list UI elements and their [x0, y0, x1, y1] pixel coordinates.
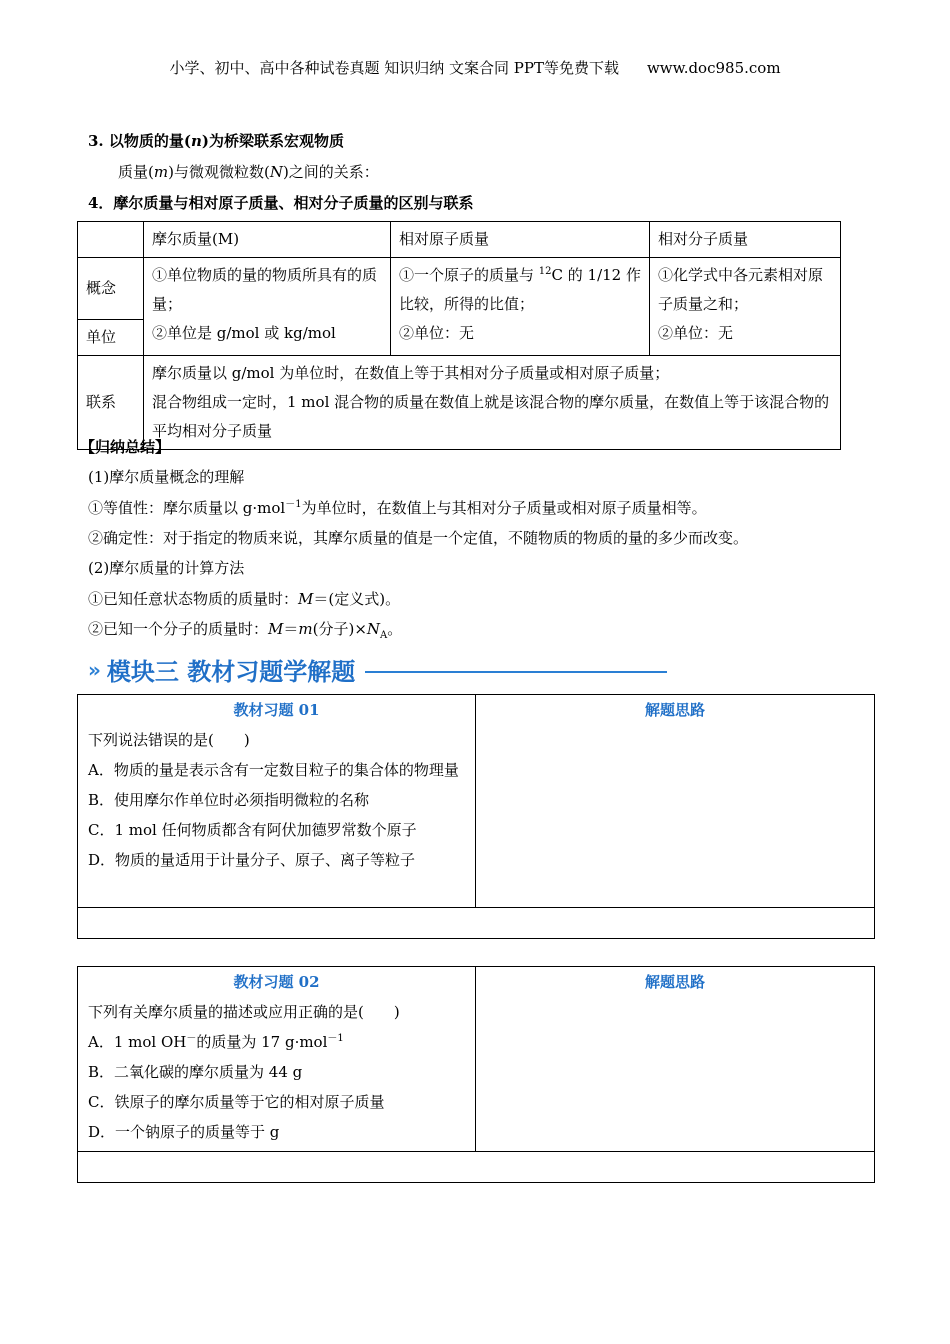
- cell-molar-mass: ①单位物质的量的物质所具有的质量； ②单位是 g/mol 或 kg/mol: [144, 258, 391, 356]
- page-header: [0, 57, 950, 78]
- cell-relative-atomic-mass: ①一个原子的质量与 $^{12}$C 的 1/12 作比较，所得的比值； ②单位：无: [391, 258, 650, 356]
- exercise-02-answer-area: [78, 1152, 874, 1182]
- exercise-box-01: [77, 694, 875, 939]
- exercise-01-solution-title: 解题思路: [644, 701, 705, 719]
- exercise-box-02: [77, 966, 875, 1183]
- exercise-01-title: 教材习题 01: [233, 701, 320, 719]
- row-label-concept: 概念: [78, 258, 144, 320]
- exercise-01-stem: 下列说法错误的是( ): [88, 731, 250, 749]
- table-header-relative-molecular-mass: 相对分子质量: [650, 222, 841, 258]
- section-4-title: 4．摩尔质量与相对原子质量、相对分子质量的区别与联系: [88, 194, 474, 212]
- exercise-02-solution-title: 解题思路: [644, 973, 705, 991]
- row-label-unit: 单位: [78, 320, 144, 356]
- exercise-02-option-a: A．1 mol OH－的质量为 17 g·mol$^{-1}$: [88, 1033, 344, 1051]
- table-header-relative-atomic-mass: 相对原子质量: [391, 222, 650, 258]
- exercise-02-option-b: B．二氧化碳的摩尔质量为 44 g: [88, 1063, 303, 1081]
- cell-relative-molecular-mass: ①化学式中各元素相对原子质量之和； ②单位：无: [650, 258, 841, 356]
- summary-line-1: (1)摩尔质量概念的理解: [88, 468, 245, 486]
- summary-line-3: ②确定性：对于指定的物质来说，其摩尔质量的值是一个定值，不随物质的物质的量的多少而改变。: [88, 529, 749, 547]
- exercise-02-stem: 下列有关摩尔质量的描述或应用正确的是( ): [88, 1003, 400, 1021]
- double-chevron-icon: »: [88, 657, 95, 682]
- table-corner-cell: [78, 222, 144, 258]
- exercise-02-option-c: C．铁原子的摩尔质量等于它的相对原子质量: [88, 1093, 385, 1111]
- header-text: 小学、初中、高中各种试卷真题 知识归纳 文案合同 PPT等免费下载: [169, 59, 619, 77]
- header-site-link[interactable]: www.doc985.com: [646, 59, 781, 77]
- module-heading: [88, 652, 667, 687]
- section-3-text: 质量(m)与微观微粒数(N)之间的关系：: [118, 163, 379, 181]
- cell-link: 摩尔质量以 g/mol 为单位时，在数值上等于其相对分子质量或相对原子质量； 混合物组成一定时，1 mol 混合物的质量在数值上就是该混合物的摩尔质量，在数值上等于该混合物的平均相对分子质量: [144, 356, 841, 450]
- exercise-02-title: 教材习题 02: [233, 973, 320, 991]
- module-title: 模块三 教材习题学解题: [106, 658, 356, 686]
- exercise-02-option-d: D．一个钠原子的质量等于 g: [88, 1123, 280, 1141]
- exercise-01-option-a: A．物质的量是表示含有一定数目粒子的集合体的物理量: [88, 761, 459, 779]
- module-title-rule: [365, 671, 667, 673]
- summary-line-4: (2)摩尔质量的计算方法: [88, 559, 245, 577]
- exercise-01-answer-area: [78, 908, 874, 938]
- summary-title: 【归纳总结】: [80, 438, 171, 456]
- exercise-01-option-b: B．使用摩尔作单位时必须指明微粒的名称: [88, 791, 370, 809]
- summary-line-6: ②已知一个分子的质量时：M＝m(分子)$\times N_A$。: [88, 620, 403, 641]
- comparison-table: [77, 221, 841, 450]
- section-3-title: 3. 以物质的量(n)为桥梁联系宏观物质: [88, 132, 344, 150]
- exercise-01-option-d: D．物质的量适用于计量分子、原子、离子等粒子: [88, 851, 416, 869]
- summary-line-5: ①已知任意状态物质的质量时：M＝(定义式)。: [88, 590, 401, 608]
- table-header-molar-mass: 摩尔质量(M): [144, 222, 391, 258]
- row-label-link: 联系: [78, 356, 144, 450]
- exercise-01-option-c: C．1 mol 任何物质都含有阿伏加德罗常数个原子: [88, 821, 417, 839]
- summary-line-2: ①等值性：摩尔质量以 g·mol$^{-1}$为单位时，在数值上与其相对分子质量或相对原子质量相等。: [88, 499, 707, 517]
